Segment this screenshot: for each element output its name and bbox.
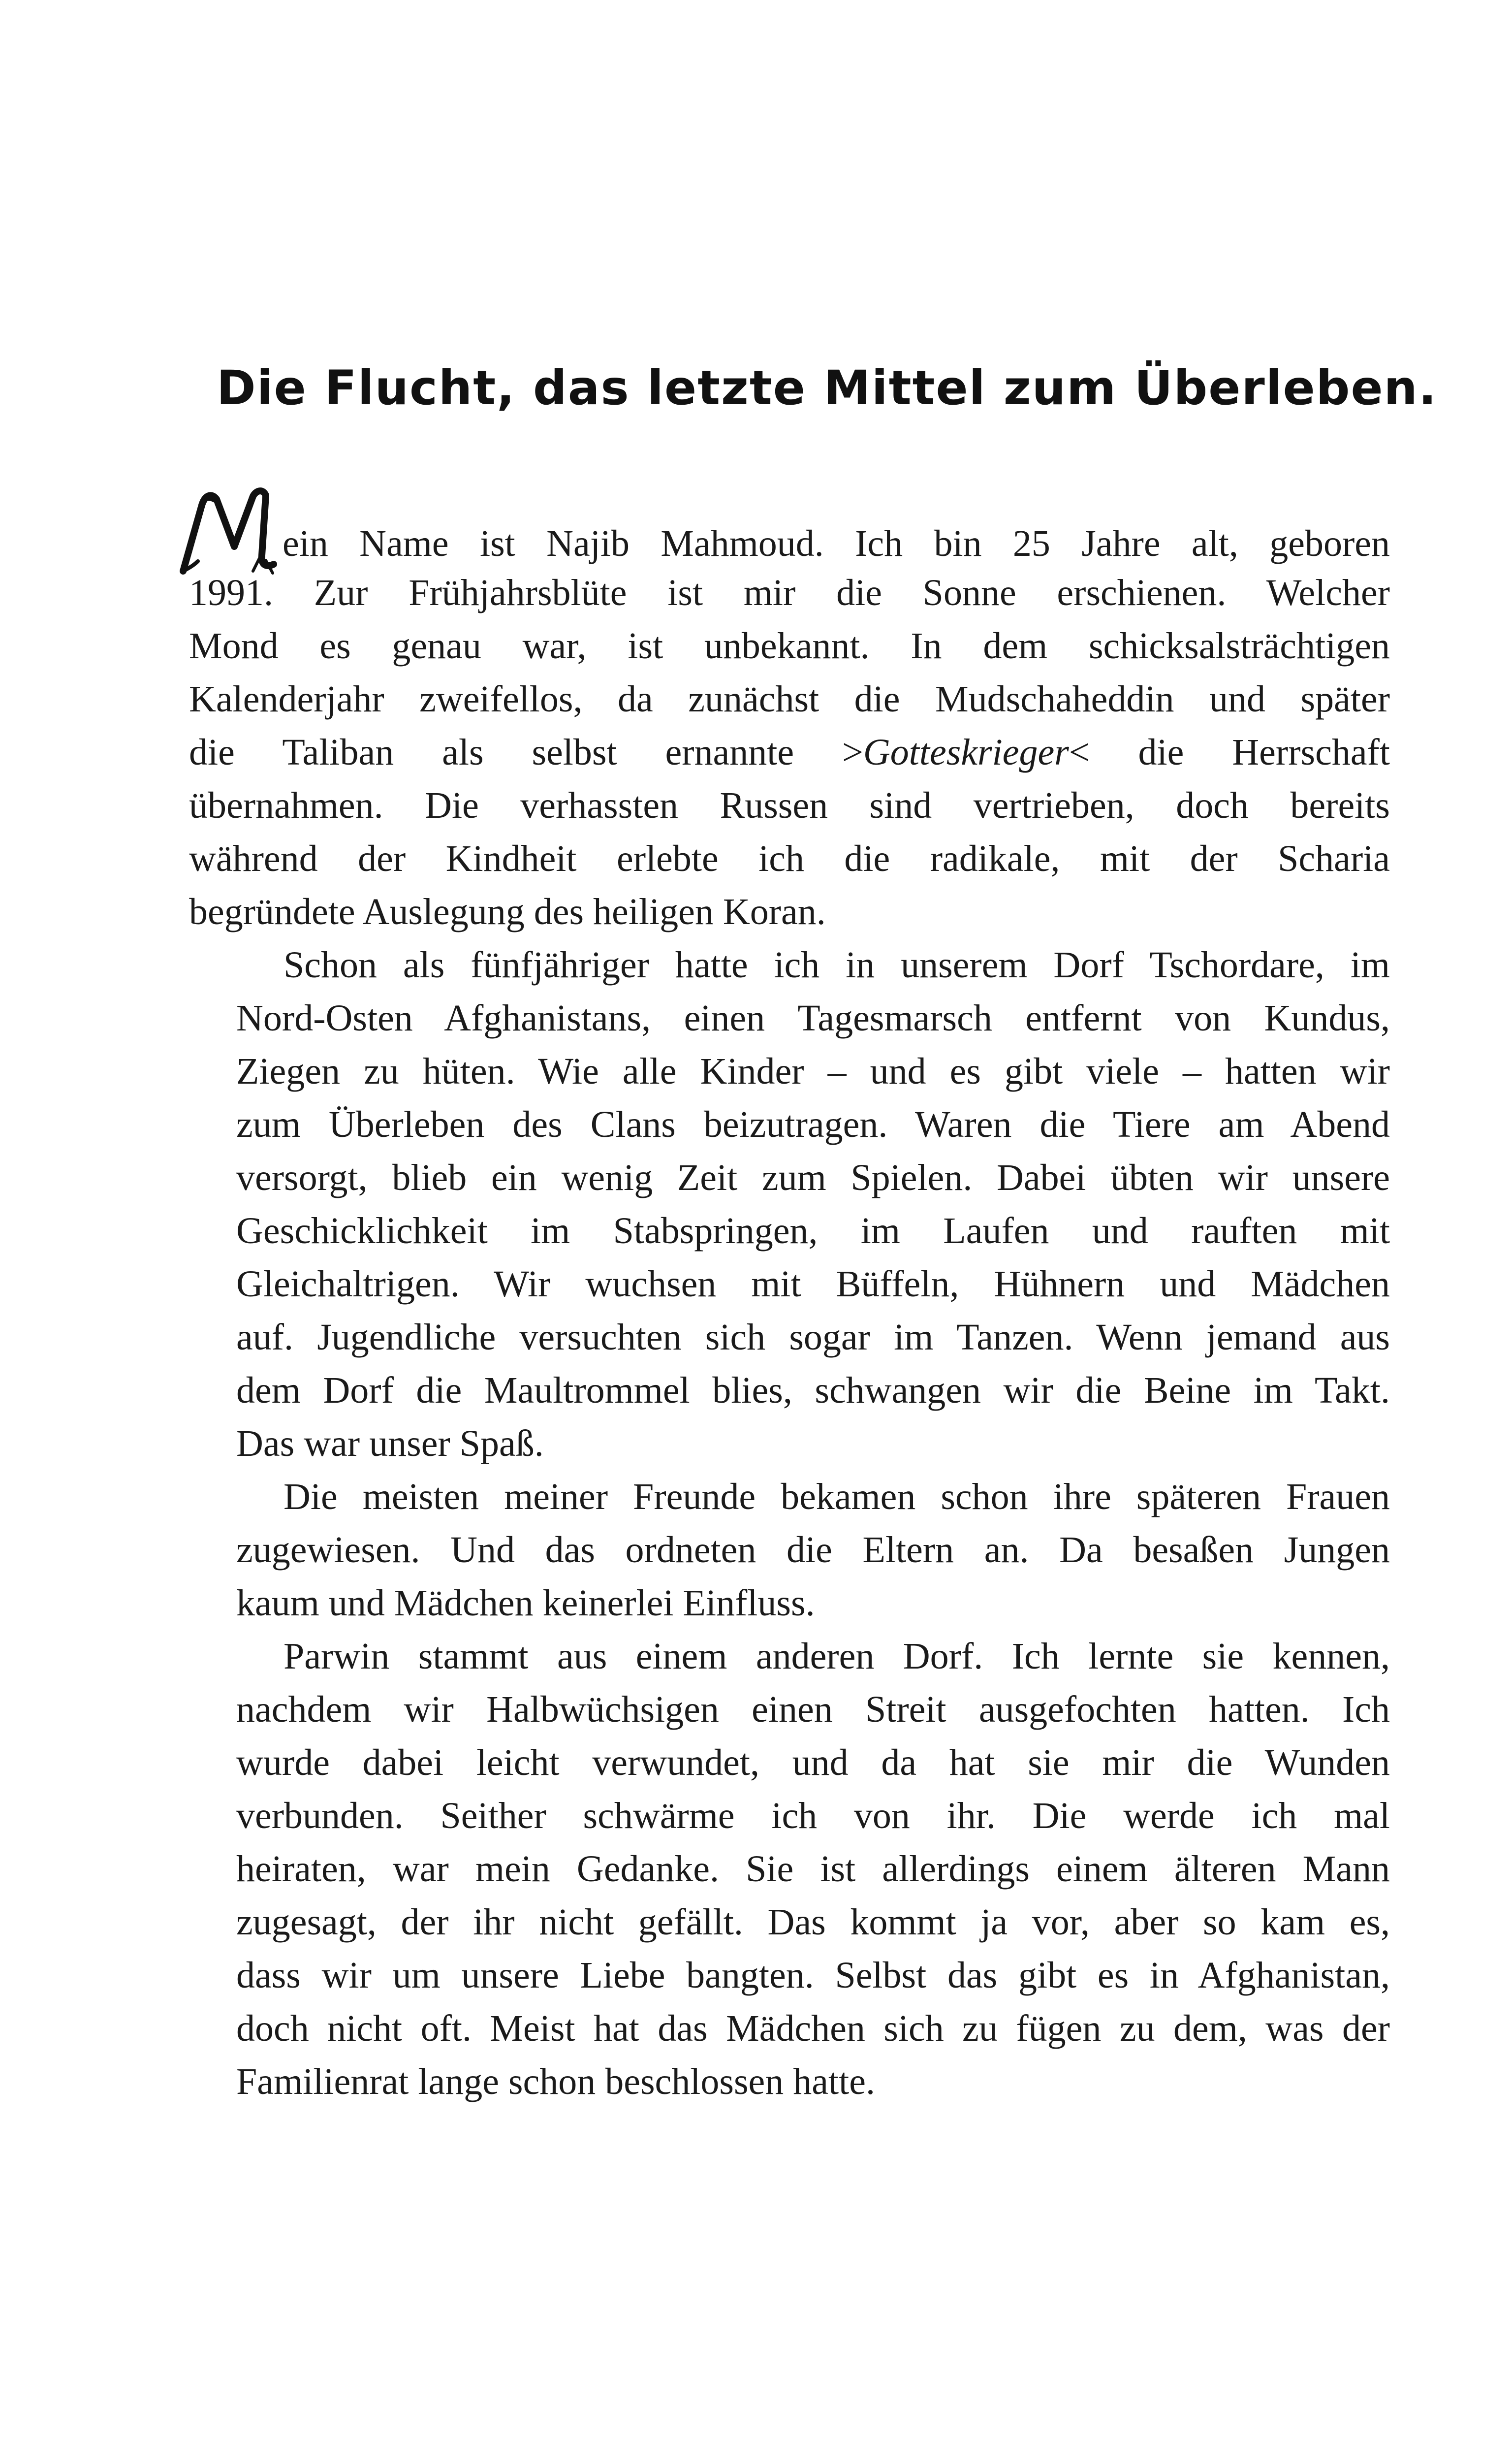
line-text: verbunden. Seither schwärme ich von ihr. Die werde ich mal [236,1795,1390,1836]
line-text: die Taliban als selbst ernannte > [189,732,863,773]
line-text: Gleichaltrigen. Wir wuchsen mit Büffeln, Hühnern und Mädchen [236,1263,1390,1305]
first-line [189,492,1390,566]
line-text: auf. Jugendliche versuchten sich sogar im Tanzen. Wenn jemand aus [236,1317,1390,1358]
line-with-italic [189,726,1390,779]
line-text: 1991. Zur Frühjahrsblüte ist mir die Sonne erschienen. Welcher [189,572,1390,613]
paragraph-4 [189,1630,1390,2108]
paragraph-3 [189,1470,1390,1630]
line-text: Die meisten meiner Freunde bekamen schon ihre späteren Frauen [284,1476,1390,1517]
line-text: Das war unser Spaß. [236,1423,544,1464]
line-text: zugewiesen. Und das ordneten die Eltern an. Da besaßen Jungen [236,1529,1390,1571]
line-text: während der Kindheit erlebte ich die radikale, mit der Scharia [189,838,1390,879]
chapter-title: Die Flucht, das letzte Mittel zum Überleben. [217,360,1438,416]
line-text: Schon als fünfjähriger hatte ich in unserem Dorf Tschordare, im [284,944,1390,986]
drop-cap-m [179,482,283,575]
line-text: Familienrat lange schon beschlossen hatte. [236,2061,875,2102]
line-text: kaum und Mädchen keinerlei Einfluss. [236,1582,815,1624]
line-text: dass wir um unsere Liebe bangten. Selbst das gibt es in Afghanistan, [236,1955,1390,1996]
line-text: wurde dabei leicht verwundet, und da hat sie mir die Wunden [236,1742,1390,1783]
line-text: Geschicklichkeit im Stabspringen, im Laufen und rauften mit [236,1210,1390,1252]
paragraph-1 [189,492,1390,938]
line-text: übernahmen. Die verhassten Russen sind vertrieben, doch bereits [189,785,1390,826]
italic-term: Gotteskrieger [863,732,1069,773]
line-text: Kalenderjahr zweifellos, da zunächst die Mudschaheddin und später [189,678,1390,720]
chapter-body [189,492,1390,2108]
line-text: zugesagt, der ihr nicht gefällt. Das kommt ja vor, aber so kam es, [236,1901,1390,1943]
line-text: zum Überleben des Clans beizutragen. Waren die Tiere am Abend [236,1104,1390,1145]
line-text: nachdem wir Halbwüchsigen einen Streit ausgefochten hatten. Ich [236,1689,1390,1730]
line-text: begründete Auslegung des heiligen Koran. [189,891,826,932]
paragraph-2 [189,938,1390,1470]
line-text: Parwin stammt aus einem anderen Dorf. Ich lernte sie kennen, [284,1636,1390,1677]
line-text: Nord-Osten Afghanistans, einen Tagesmarsch entfernt von Kundus, [236,997,1390,1039]
line-text: Ziegen zu hüten. Wie alle Kinder – und es gibt viele – hatten wir [236,1051,1390,1092]
line-text: dem Dorf die Maultrommel blies, schwangen wir die Beine im Takt. [236,1370,1390,1411]
line-text: heiraten, war mein Gedanke. Sie ist allerdings einem älteren Mann [236,1848,1390,1890]
line-text: Mond es genau war, ist unbekannt. In dem schicksalsträchtigen [189,625,1390,667]
line-text: doch nicht oft. Meist hat das Mädchen sich zu fügen zu dem, was der [236,2008,1390,2049]
line-text: ein Name ist Najib Mahmoud. Ich bin 25 Jahre alt, geboren [283,523,1390,564]
line-text: versorgt, blieb ein wenig Zeit zum Spielen. Dabei übten wir unsere [236,1157,1390,1198]
line-text: < die Herrschaft [1069,732,1390,773]
